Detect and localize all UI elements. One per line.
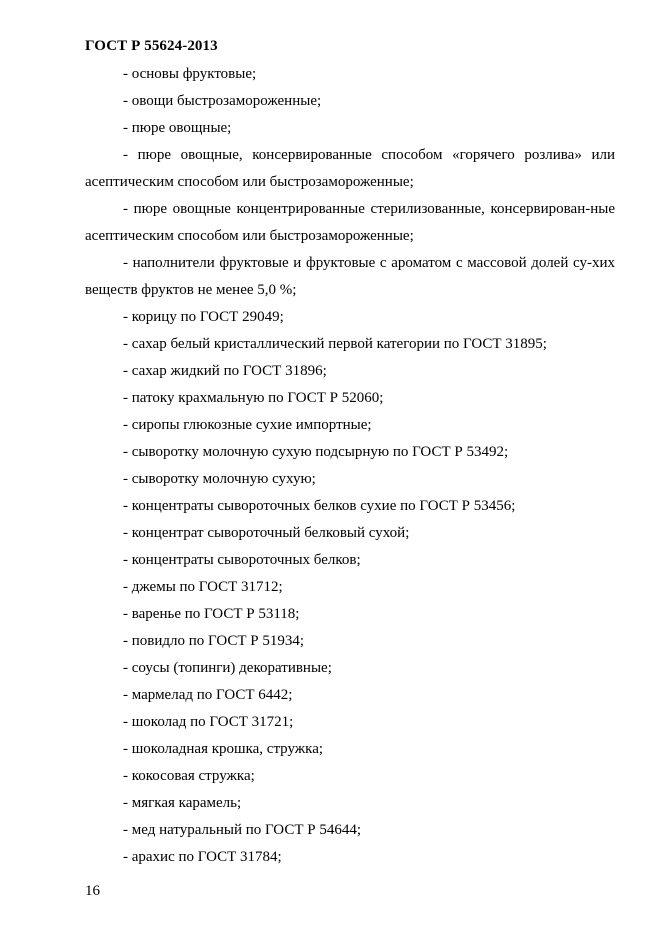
list-item: - кокосовая стружка; <box>123 768 255 784</box>
list-item: - мягкая карамель; <box>123 795 242 811</box>
list-item: - основы фруктовые; <box>123 66 257 82</box>
list-item: - концентраты сывороточных белков сухие по ГОСТ Р 53456; <box>123 498 516 514</box>
list-item: - сахар жидкий по ГОСТ 31896; <box>123 363 327 379</box>
list-item: - наполнители фруктовые и фруктовые с ароматом с массовой долей су-хих веществ фруктов не менее 5,0 %; <box>85 255 615 298</box>
list-item: - пюре овощные концентрированные стерилизованные, консервирован-ные асептическим способом или быстрозамороженные; <box>85 201 615 244</box>
list-item: - пюре овощные, консервированные способом «горячего розлива» или асептическим способом или быстрозамороженные; <box>85 147 615 190</box>
list-item: - повидло по ГОСТ Р 51934; <box>123 633 305 649</box>
list-item: - соусы (топинги) декоративные; <box>123 660 332 676</box>
list-item: - концентрат сывороточный белковый сухой; <box>123 525 410 541</box>
list-item: - мед натуральный по ГОСТ Р 54644; <box>123 822 362 838</box>
list-item: - шоколад по ГОСТ 31721; <box>123 714 294 730</box>
list-item: - шоколадная крошка, стружка; <box>123 741 324 757</box>
list-item: - овощи быстрозамороженные; <box>123 93 322 109</box>
ingredient-list <box>85 61 615 871</box>
page-number: 16 <box>85 883 100 899</box>
list-item: - корицу по ГОСТ 29049; <box>123 309 284 325</box>
list-item: - сыворотку молочную сухую подсырную по ГОСТ Р 53492; <box>123 444 509 460</box>
list-item: - джемы по ГОСТ 31712; <box>123 579 283 595</box>
list-item: - патоку крахмальную по ГОСТ Р 52060; <box>123 390 384 406</box>
list-item: - пюре овощные; <box>123 120 232 136</box>
list-item: - концентраты сывороточных белков; <box>123 552 361 568</box>
list-item: - сиропы глюкозные сухие импортные; <box>123 417 372 433</box>
document-header: ГОСТ Р 55624-2013 <box>85 38 218 54</box>
list-item: - арахис по ГОСТ 31784; <box>123 849 282 865</box>
list-item: - мармелад по ГОСТ 6442; <box>123 687 293 703</box>
list-item: - сыворотку молочную сухую; <box>123 471 316 487</box>
list-item: - сахар белый кристаллический первой категории по ГОСТ 31895; <box>123 336 547 352</box>
list-item: - варенье по ГОСТ Р 53118; <box>123 606 300 622</box>
